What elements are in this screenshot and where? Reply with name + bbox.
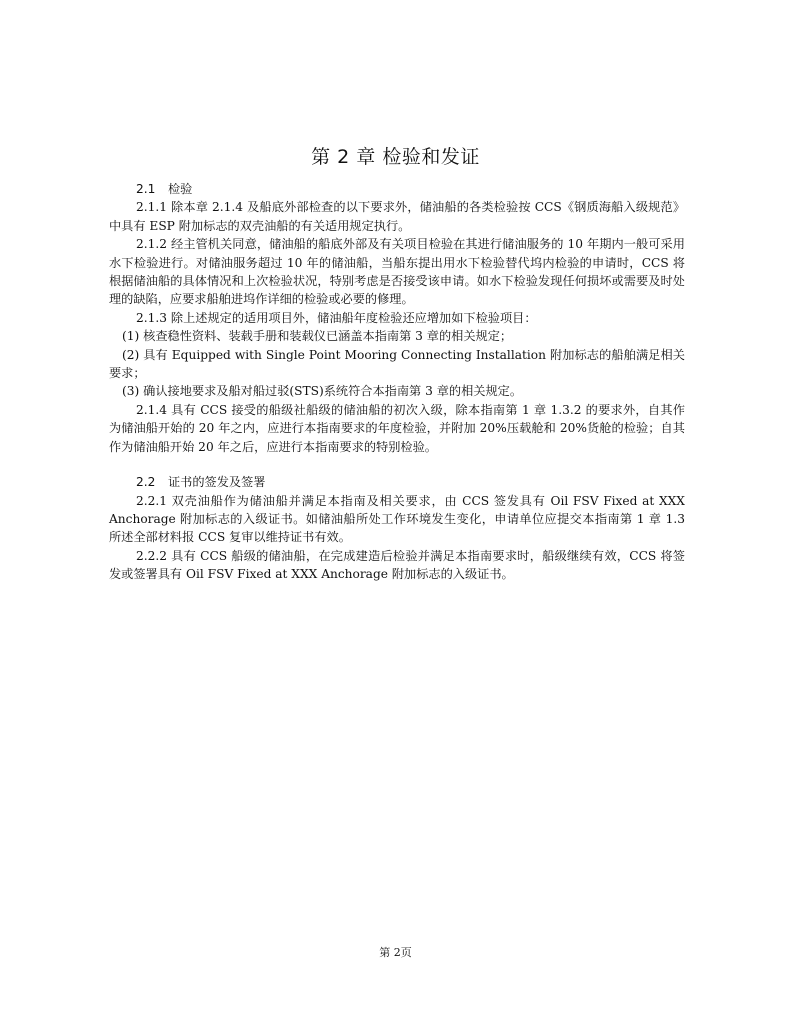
paragraph-2-2-1: 2.2.1 双壳油船作为储油船并满足本指南及相关要求，由 CCS 签发具有 Oil FSV Fixed at XXX Anchorage 附加标志的入级证书。如储油船所处工作环境发生变化，申请单位应提交本指南第 1 章 1.3 所述全部材料报 CCS 复审以维持证书有效。: [109, 493, 685, 545]
list-item-1: (1) 核查稳性资料、装载手册和装载仪已涵盖本指南第 3 章的相关规定；: [122, 329, 513, 344]
section-2-1: [109, 180, 685, 584]
chapter-title: 第 2 章 检验和发证: [311, 146, 480, 168]
section-number: 2.2: [136, 475, 156, 490]
paragraph-2-1-3: 2.1.3 除上述规定的适用项目外，储油船年度检验还应增加如下检验项目：: [136, 310, 537, 325]
list-item-3: (3) 确认接地要求及船对船过驳(STS)系统符合本指南第 3 章的相关规定。: [122, 384, 523, 399]
paragraph-2-1-4: 2.1.4 具有 CCS 接受的船级社船级的储油船的初次入级，除本指南第 1 章 1.3.2 的要求外，自其作为储油船开始的 20 年之内，应进行本指南要求的年度检验，并附加 20%压载舱和 20%货舱的检验；自其作为储油船开始 20 年之后，应进行本指南要求的特别检验。: [109, 402, 685, 454]
section-spacer: [109, 456, 685, 473]
page-number: 第 2页: [379, 946, 412, 959]
section-number: 2.1: [136, 182, 156, 196]
section-heading-2-2: [109, 473, 685, 491]
section-heading-2-1: [109, 180, 685, 198]
paragraph-2-2-2: 2.2.2 具有 CCS 船级的储油船，在完成建造后检验并满足本指南要求时，船级继续有效，CCS 将签发或签署具有 Oil FSV Fixed at XXX Anchorage 附加标志的入级证书。: [109, 548, 685, 582]
section-title: 证书的签发及签署: [168, 475, 266, 490]
section-title: 检验: [168, 182, 193, 196]
paragraph-2-1-1: 2.1.1 除本章 2.1.4 及船底外部检查的以下要求外，储油船的各类检验按 CCS《钢质海船入级规范》中具有 ESP 附加标志的双壳油船的有关适用规定执行。: [109, 200, 685, 233]
paragraph-2-1-2: 2.1.2 经主管机关同意，储油船的船底外部及有关项目检验在其进行储油服务的 10 年期内一般可采用水下检验进行。对储油服务超过 10 年的储油船，当船东提出用水下检验替代坞内检验的申请时，CCS 将根据储油船的具体情况和上次检验状况，特别考虑是否接受该申请。如水下检验发现任何损坏或需要及时处理的缺陷，应要求船舶进坞作详细的检验或必要的修理。: [109, 237, 685, 307]
list-item-2: (2) 具有 Equipped with Single Point Mooring Connecting Installation 附加标志的船舶满足相关要求；: [109, 347, 685, 381]
